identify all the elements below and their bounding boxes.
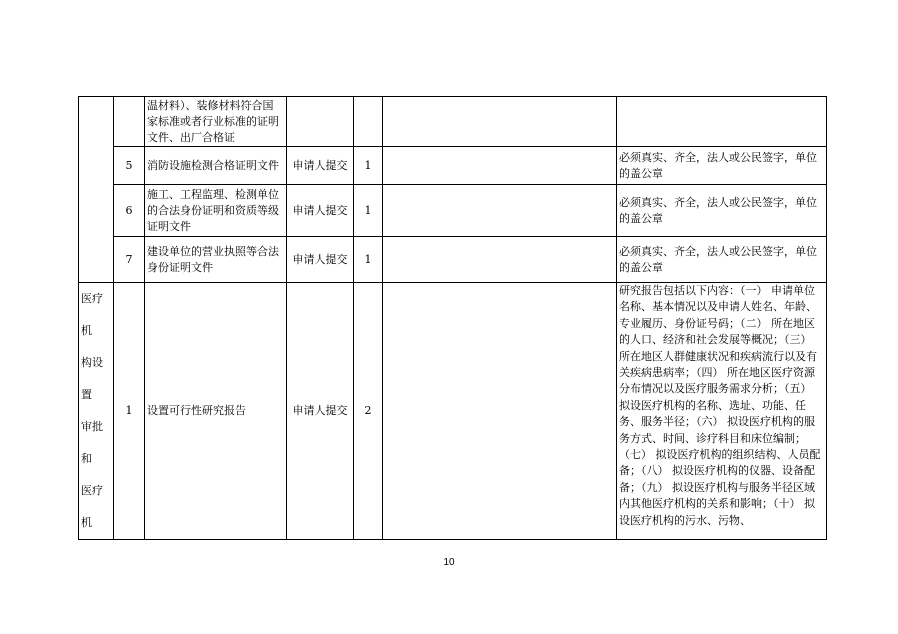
row-number: 5 [114,147,145,185]
material-copies: 1 [354,185,383,237]
material-form [383,185,617,237]
material-requirement: 必须真实、齐全，法人或公民签字，单位的盖公章 [617,185,827,237]
row-number: 1 [114,283,145,540]
category-line: 构设置 [81,356,103,401]
material-source: 申请人提交 [287,147,354,185]
row-number: 7 [114,237,145,283]
material-requirement: 必须真实、齐全，法人或公民签字，单位的盖公章 [617,147,827,185]
material-requirement [617,97,827,147]
material-copies: 1 [354,237,383,283]
row-number [114,97,145,147]
category-line: 医疗机 [81,484,103,529]
material-copies: 2 [354,283,383,540]
material-requirement [617,283,827,540]
page-number: 10 [443,557,455,568]
table-row [79,97,827,147]
material-source: 申请人提交 [287,283,354,540]
row-number: 6 [114,185,145,237]
category-line: 医疗机 [81,292,103,337]
material-name: 施工、工程监理、检测单位的合法身份证明和资质等级证明文件 [145,185,287,237]
material-source: 申请人提交 [287,237,354,283]
table-row [79,237,827,283]
material-form [383,147,617,185]
material-name: 温材料）、装修材料符合国家标准或者行业标准的证明文件、出厂合格证 [145,97,287,147]
material-form [383,237,617,283]
material-requirement: 必须真实、齐全，法人或公民签字，单位的盖公章 [617,237,827,283]
material-name: 设置可行性研究报告 [145,283,287,540]
material-form [383,97,617,147]
material-copies [354,97,383,147]
category-cell-prev [79,97,114,283]
table-row [79,283,827,540]
material-form [383,283,617,540]
table-row [79,185,827,237]
material-copies: 1 [354,147,383,185]
requirement-text: 研究报告包括以下内容：（一） 申请单位名称、基本情况以及申请人姓名、年龄、专业履历、身份证号码；（二） 所在地区的人口、经济和社会发展等概况；（三） 所在地区人群健康状况和疾病流行以及有关疾病患病率；（四） 所在地区医疗资源分布情况以及医疗服务需求分析；（五） 拟设医疗机构的名称、选址、功能、任务、服务半径；（六） 拟设医疗机构的服务方式、时间、诊疗科目和床位编制；（七） 拟设医疗机构的组织结构、人员配备；（八） 拟设医疗机构的仪器、设备配备；（九） 拟设医疗机构与服务半径区域内其他医疗机构的关系和影响；（十） 拟设医疗机构的污水、污物、 [619,284,821,527]
material-source [287,97,354,147]
material-name: 消防设施检测合格证明文件 [145,147,287,185]
category-cell [79,283,114,540]
table-row [79,147,827,185]
material-source: 申请人提交 [287,185,354,237]
material-name: 建设单位的营业执照等合法身份证明文件 [145,237,287,283]
materials-table [78,96,827,540]
category-line: 审批和 [81,420,103,465]
